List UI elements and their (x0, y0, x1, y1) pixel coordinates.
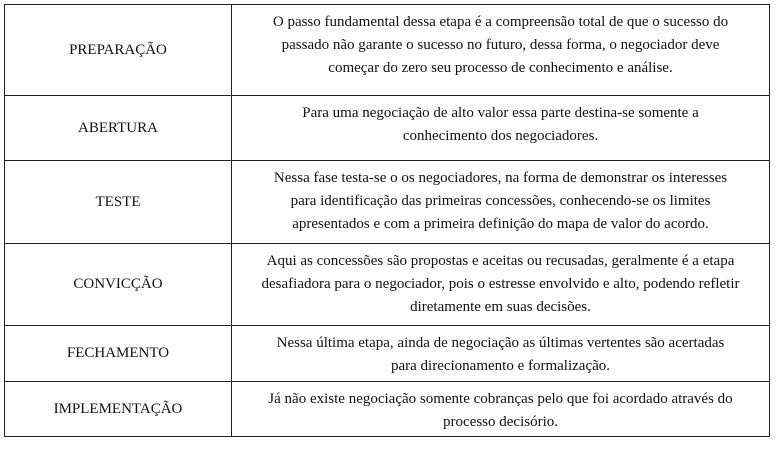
description-line: começar do zero seu processo de conhecimento e análise. (328, 60, 673, 76)
description-line: Para uma negociação de alto valor essa parte destina-se somente a (302, 105, 699, 121)
stage-cell: CONVICÇÃO (5, 244, 232, 326)
table-row (5, 96, 770, 161)
description-cell (232, 244, 770, 326)
description-line: diretamente em suas decisões. (410, 299, 591, 315)
description-cell (232, 96, 770, 161)
description-cell (232, 5, 770, 96)
description-cell (232, 382, 770, 437)
description-line: Já não existe negociação somente cobranças pelo que foi acordado através do (268, 391, 733, 407)
table-row (5, 382, 770, 437)
description-line: passado não garante o sucesso no futuro, dessa forma, o negociador deve (281, 37, 720, 53)
stage-cell: PREPARAÇÃO (5, 5, 232, 96)
stage-cell: ABERTURA (5, 96, 232, 161)
stage-cell: FECHAMENTO (5, 326, 232, 382)
description-line: Nessa fase testa-se o os negociadores, na forma de demonstrar os interesses (273, 170, 728, 186)
stage-cell: TESTE (5, 161, 232, 244)
table-row (5, 5, 770, 96)
description-line: Nessa última etapa, ainda de negociação as últimas vertentes são acertadas (276, 335, 725, 351)
description-cell (232, 326, 770, 382)
description-line: Aqui as concessões são propostas e aceitas ou recusadas, geralmente é a etapa (266, 253, 735, 269)
description-line: para identificação das primeiras concessões, conhecendo-se os limites (290, 193, 711, 209)
description-line: conhecimento dos negociadores. (402, 128, 599, 144)
description-line: desafiadora para o negociador, pois o estresse envolvido e alto, podendo refletir (261, 276, 740, 292)
description-line: para direcionamento e formalização. (390, 358, 611, 374)
table-row (5, 161, 770, 244)
description-line: processo decisório. (443, 414, 558, 430)
stage-cell: IMPLEMENTAÇÃO (5, 382, 232, 437)
table-row (5, 244, 770, 326)
description-cell (232, 161, 770, 244)
description-line: O passo fundamental dessa etapa é a compreensão total de que o sucesso do (272, 14, 729, 30)
table-row (5, 326, 770, 382)
description-line: apresentados e com a primeira definição do mapa de valor do acordo. (292, 216, 709, 232)
negotiation-stages-table (4, 4, 770, 437)
